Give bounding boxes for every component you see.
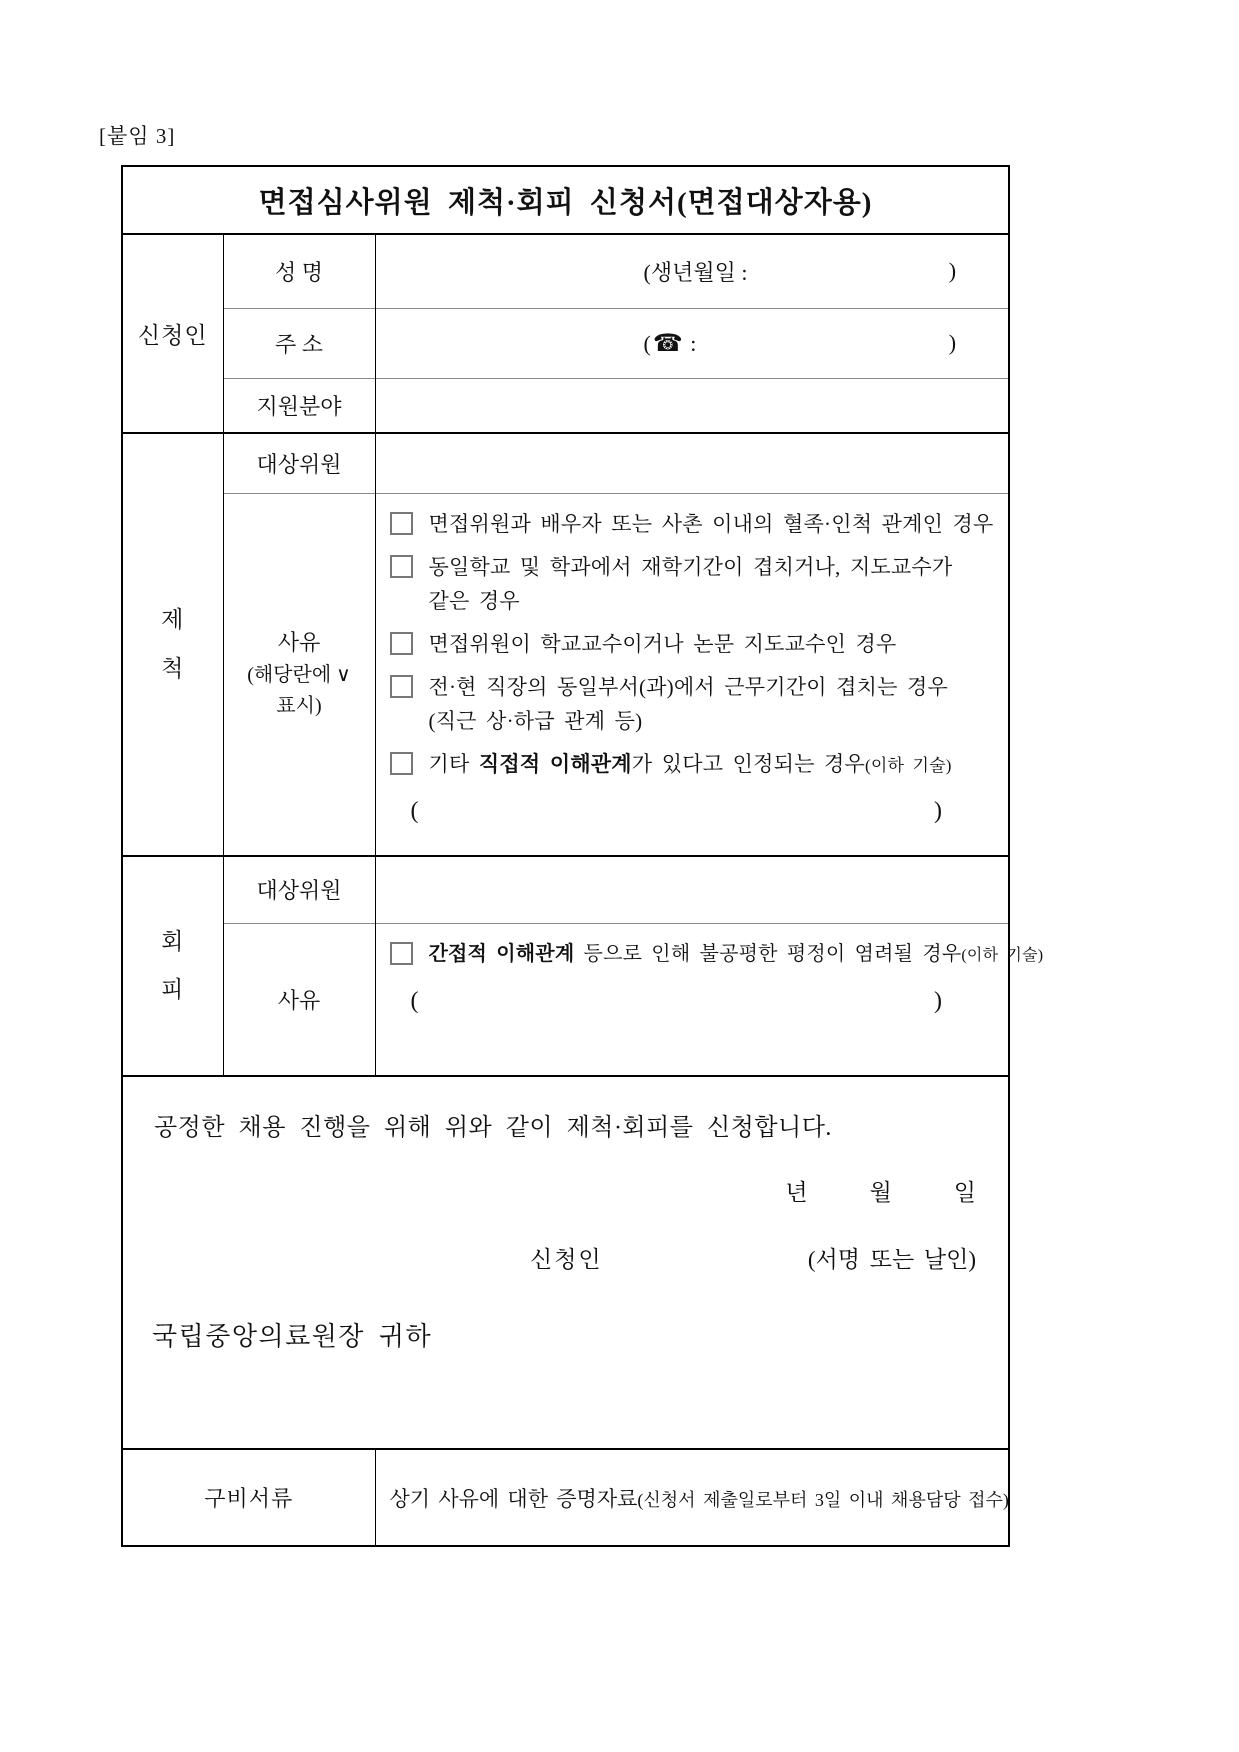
- documents-value: 상기 사유에 대한 증명자료(신청서 제출일로부터 3일 이내 채용담당 접수): [375, 1449, 1009, 1546]
- title-row: [122, 166, 1009, 234]
- checkbox-icon[interactable]: [390, 632, 413, 655]
- checkbox-icon[interactable]: [390, 512, 413, 535]
- signature-note: (서명 또는 날인): [807, 1247, 977, 1272]
- phone-icon: ☎: [652, 329, 683, 357]
- applicant-address-row: [122, 308, 1009, 378]
- month-label: 월: [869, 1180, 892, 1205]
- form-table: [121, 165, 1044, 1547]
- attachment-label: [붙임 3]: [99, 124, 176, 148]
- exclusion-writein-area[interactable]: ( ): [410, 797, 943, 824]
- recusal-target-label: 대상위원: [223, 856, 375, 923]
- documents-label: 구비서류: [122, 1449, 375, 1546]
- checkbox-icon[interactable]: [390, 752, 413, 775]
- checkbox-icon[interactable]: [390, 942, 413, 965]
- recusal-reason-label: 사유: [223, 923, 375, 1076]
- exclusion-section-label: 제척: [122, 433, 223, 856]
- date-line[interactable]: [123, 1174, 1008, 1207]
- documents-row: [122, 1449, 1009, 1546]
- exclusion-option-4: 전·현 직장의 동일부서(과)에서 근무기간이 겹치는 경우 (직근 상·하급 관계 등): [389, 670, 999, 738]
- recusal-target-value[interactable]: [375, 856, 1009, 923]
- applicant-name-row: [122, 234, 1009, 308]
- apply-field-label: 지원분야: [223, 378, 375, 433]
- exclusion-reason-label: 사유 (해당란에 ∨ 표시): [223, 493, 375, 856]
- birthdate-annotation: (생년월일 :: [643, 259, 748, 285]
- apply-field-value[interactable]: [375, 378, 1009, 433]
- exclusion-option-2: 동일학교 및 학과에서 재학기간이 겹치거나, 지도교수가 같은 경우: [389, 550, 999, 618]
- exclusion-target-value[interactable]: [375, 433, 1009, 493]
- birthdate-close-paren: ): [948, 258, 957, 284]
- exclusion-reason-cell: [375, 493, 1009, 856]
- signer-label: 신청인: [530, 1247, 603, 1272]
- exclusion-reason-row: [122, 493, 1009, 856]
- name-label: 성 명: [223, 234, 375, 308]
- signature-line[interactable]: [123, 1241, 1008, 1274]
- applicant-field-row: [122, 378, 1009, 433]
- day-label: 일: [953, 1180, 977, 1205]
- exclusion-target-label: 대상위원: [223, 433, 375, 493]
- exclusion-option-3: 면접위원이 학교교수이거나 논문 지도교수인 경우: [389, 627, 999, 661]
- recusal-reason-cell: [375, 923, 1044, 1076]
- recusal-section-label: 회피: [122, 856, 223, 1076]
- exclusion-target-row: [122, 433, 1009, 493]
- recusal-writein-area[interactable]: ( ): [410, 987, 943, 1014]
- declaration-statement: 공정한 채용 진행을 위해 위와 같이 제척·회피를 신청합니다.: [154, 1115, 832, 1141]
- recipient-line: 국립중앙의료원장 귀하: [152, 1322, 433, 1351]
- exclusion-option-5: 기타 직접적 이해관계가 있다고 인정되는 경우(이하 기술): [389, 747, 999, 783]
- address-label: 주 소: [223, 308, 375, 378]
- signature-block-row: [122, 1076, 1009, 1449]
- checkbox-icon[interactable]: [390, 675, 413, 698]
- exclusion-option-1: 면접위원과 배우자 또는 사촌 이내의 혈족·인척 관계인 경우: [389, 507, 999, 541]
- signature-block: [122, 1076, 1009, 1449]
- phone-close-paren: ): [948, 330, 957, 355]
- form-title: 면접심사위원 제척·회피 신청서(면접대상자용): [122, 166, 1009, 234]
- recusal-reason-row: [122, 923, 1009, 1076]
- year-label: 년: [785, 1180, 808, 1205]
- applicant-section-label: 신청인: [122, 234, 223, 433]
- name-field[interactable]: [375, 234, 1009, 308]
- phone-annotation: (☎ :: [643, 329, 697, 357]
- address-field[interactable]: [375, 308, 1009, 378]
- recusal-option-1: 간접적 이해관계 등으로 인해 불공평한 평정이 염려될 경우(이하 기술): [389, 937, 999, 973]
- recusal-target-row: [122, 856, 1009, 923]
- checkbox-icon[interactable]: [390, 555, 413, 578]
